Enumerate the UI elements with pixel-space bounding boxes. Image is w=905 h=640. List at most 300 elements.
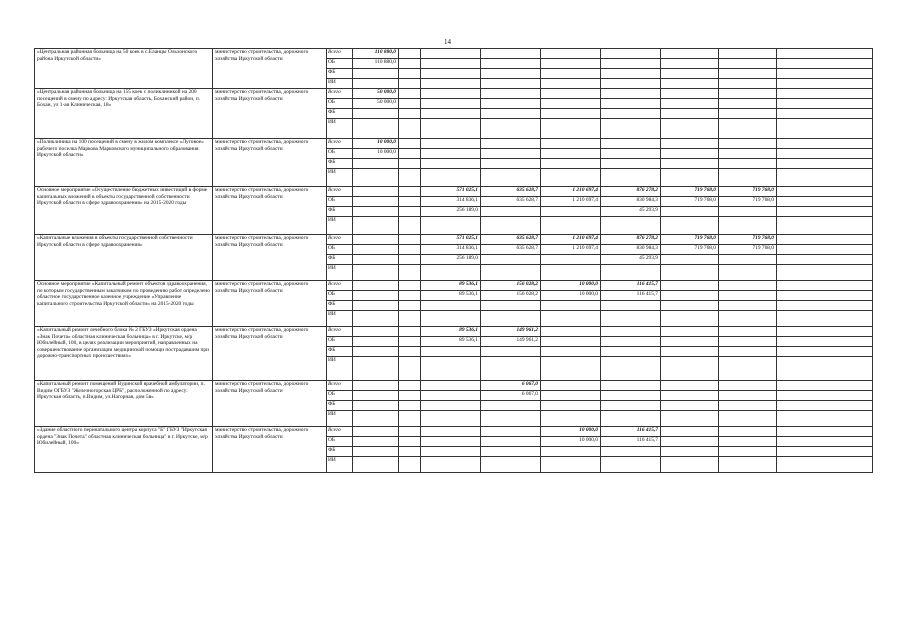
value-cell — [541, 49, 601, 59]
value-cell: 10 000,0 — [541, 291, 601, 301]
value-cell — [601, 159, 661, 169]
value-cell — [541, 79, 601, 89]
value-cell — [601, 357, 661, 381]
value-cell: 10 000,0 — [541, 437, 601, 447]
value-cell — [777, 69, 873, 79]
table-row — [35, 235, 873, 245]
value-cell — [601, 169, 661, 187]
value-cell: 45 293,9 — [601, 207, 661, 217]
value-cell — [353, 197, 399, 207]
funding-source: ОБ — [327, 437, 353, 447]
value-cell: 10 000,0 — [353, 139, 399, 149]
value-cell — [541, 255, 601, 265]
value-cell: 50 000,0 — [353, 89, 399, 99]
value-cell — [601, 301, 661, 311]
value-cell — [421, 401, 481, 411]
value-cell — [353, 391, 399, 401]
value-cell — [541, 327, 601, 337]
value-cell — [719, 327, 777, 337]
activity-name: Основное мероприятие «Капитальный ремонт объектов здравоохранения, по которым государственным заказчиком по проведению работ определено областное государственное казенное учреждение «Управление капитального строительства Иркутской области» на 2015-2020 годы — [35, 281, 213, 327]
value-cell — [421, 301, 481, 311]
activity-name: «Центральная районная больница на 155 коек с поликлиникой на 200 посещений в смену по адресу: Иркутская область, Боханский район, п. Бохан, ул 1-ая Клиническая, 18» — [35, 89, 213, 139]
value-cell — [481, 207, 541, 217]
value-cell — [353, 327, 399, 337]
spacer-cell — [399, 119, 421, 139]
value-cell — [777, 159, 873, 169]
value-cell — [661, 337, 719, 347]
program-table-body — [35, 49, 873, 473]
value-cell: 116 415,7 — [601, 291, 661, 301]
value-cell — [719, 69, 777, 79]
value-cell — [661, 281, 719, 291]
value-cell — [661, 217, 719, 235]
spacer-cell — [399, 457, 421, 473]
executor: министерство строительства, дорожного хозяйства Иркутской области — [213, 427, 327, 473]
funding-source: ИИ — [327, 457, 353, 473]
value-cell — [421, 139, 481, 149]
value-cell — [541, 265, 601, 281]
value-cell — [601, 337, 661, 347]
funding-source: Всего — [327, 381, 353, 391]
value-cell — [661, 149, 719, 159]
activity-name: «Поликлиника на 100 посещений в смену в жилом комплексе «Луговое» рабочего поселка Маркова Марковского муниципального образования Иркутской области» — [35, 139, 213, 187]
value-cell — [777, 337, 873, 347]
program-table — [34, 48, 873, 473]
value-cell — [661, 139, 719, 149]
value-cell — [421, 427, 481, 437]
value-cell — [481, 401, 541, 411]
table-row — [35, 139, 873, 149]
value-cell — [353, 235, 399, 245]
value-cell — [353, 159, 399, 169]
value-cell — [661, 401, 719, 411]
value-cell: 6 067,0 — [481, 381, 541, 391]
value-cell — [661, 447, 719, 457]
value-cell: 719 768,0 — [719, 187, 777, 197]
value-cell — [719, 139, 777, 149]
value-cell — [481, 159, 541, 169]
spacer-cell — [399, 427, 421, 437]
funding-source: Всего — [327, 327, 353, 337]
value-cell — [541, 411, 601, 427]
value-cell: 635 628,7 — [481, 187, 541, 197]
value-cell — [661, 159, 719, 169]
value-cell — [719, 411, 777, 427]
value-cell — [421, 59, 481, 69]
value-cell — [353, 109, 399, 119]
spacer-cell — [399, 391, 421, 401]
value-cell — [719, 381, 777, 391]
value-cell — [777, 327, 873, 337]
value-cell — [421, 311, 481, 327]
value-cell: 116 415,7 — [601, 437, 661, 447]
spacer-cell — [399, 69, 421, 79]
spacer-cell — [399, 265, 421, 281]
value-cell — [541, 447, 601, 457]
value-cell — [719, 59, 777, 69]
value-cell: 116 415,7 — [601, 281, 661, 291]
value-cell: 10 000,0 — [541, 427, 601, 437]
spacer-cell — [399, 159, 421, 169]
executor: министерство строительства, дорожного хозяйства Иркутской области — [213, 381, 327, 427]
value-cell — [777, 457, 873, 473]
value-cell — [601, 391, 661, 401]
value-cell — [719, 217, 777, 235]
value-cell — [661, 109, 719, 119]
value-cell: 89 536,1 — [421, 337, 481, 347]
value-cell — [601, 457, 661, 473]
value-cell: 571 025,1 — [421, 235, 481, 245]
value-cell — [777, 217, 873, 235]
table-row — [35, 49, 873, 59]
value-cell — [777, 357, 873, 381]
spacer-cell — [399, 447, 421, 457]
value-cell: 876 278,2 — [601, 235, 661, 245]
value-cell — [661, 99, 719, 109]
value-cell — [541, 401, 601, 411]
value-cell — [719, 457, 777, 473]
value-cell — [719, 79, 777, 89]
value-cell — [541, 391, 601, 401]
funding-source: ФБ — [327, 401, 353, 411]
value-cell: 635 628,7 — [481, 245, 541, 255]
funding-source: Всего — [327, 427, 353, 437]
value-cell — [481, 411, 541, 427]
value-cell — [719, 437, 777, 447]
funding-source: ОБ — [327, 337, 353, 347]
value-cell — [719, 255, 777, 265]
value-cell: 876 278,2 — [601, 187, 661, 197]
value-cell — [719, 169, 777, 187]
value-cell — [777, 89, 873, 99]
value-cell — [719, 109, 777, 119]
funding-source: ИИ — [327, 217, 353, 235]
value-cell — [777, 281, 873, 291]
value-cell — [481, 255, 541, 265]
value-cell — [481, 119, 541, 139]
spacer-cell — [399, 401, 421, 411]
value-cell — [481, 109, 541, 119]
value-cell — [661, 69, 719, 79]
value-cell — [421, 217, 481, 235]
value-cell — [541, 311, 601, 327]
funding-source: ОБ — [327, 99, 353, 109]
value-cell — [481, 99, 541, 109]
value-cell — [421, 457, 481, 473]
value-cell — [481, 169, 541, 187]
value-cell — [353, 255, 399, 265]
spacer-cell — [399, 357, 421, 381]
value-cell — [777, 187, 873, 197]
value-cell — [661, 391, 719, 401]
value-cell: 89 536,1 — [421, 291, 481, 301]
value-cell: 314 836,1 — [421, 197, 481, 207]
value-cell — [481, 311, 541, 327]
value-cell: 635 628,7 — [481, 197, 541, 207]
spacer-cell — [399, 169, 421, 187]
value-cell — [719, 119, 777, 139]
value-cell: 10 000,0 — [353, 149, 399, 159]
executor: министерство строительства, дорожного хозяйства Иркутской области — [213, 281, 327, 327]
spacer-cell — [399, 109, 421, 119]
value-cell — [777, 255, 873, 265]
executor: министерство строительства, дорожного хозяйства Иркутской области — [213, 49, 327, 89]
value-cell: 156 028,2 — [481, 291, 541, 301]
value-cell — [719, 347, 777, 357]
funding-source: Всего — [327, 235, 353, 245]
value-cell: 116 415,7 — [601, 427, 661, 437]
value-cell — [777, 207, 873, 217]
value-cell — [421, 149, 481, 159]
value-cell — [601, 411, 661, 427]
value-cell — [421, 79, 481, 89]
value-cell — [541, 357, 601, 381]
value-cell — [661, 291, 719, 301]
value-cell — [601, 265, 661, 281]
value-cell — [421, 89, 481, 99]
value-cell — [541, 149, 601, 159]
value-cell: 149 961,2 — [481, 337, 541, 347]
activity-name: «Здание областного перинатального центра корпуса "Б" ГБУЗ "Иркутская ордена "Знак Почета" областная клиническая больница" в г. Иркутске, м/р Юбилейный, 100» — [35, 427, 213, 473]
spacer-cell — [399, 139, 421, 149]
value-cell — [777, 99, 873, 109]
value-cell — [421, 99, 481, 109]
activity-name: Основное мероприятие «Осуществление бюджетных инвестиций в форме капитальных вложений в объекты государственной собственности Иркутской области в сфере здравоохранения» на 2015-2020 годы — [35, 187, 213, 235]
value-cell — [541, 381, 601, 391]
value-cell — [777, 197, 873, 207]
funding-source: ФБ — [327, 159, 353, 169]
value-cell — [541, 457, 601, 473]
spacer-cell — [399, 347, 421, 357]
spacer-cell — [399, 197, 421, 207]
value-cell — [541, 159, 601, 169]
value-cell: 719 768,0 — [719, 245, 777, 255]
value-cell — [777, 427, 873, 437]
funding-source: ФБ — [327, 347, 353, 357]
table-row — [35, 281, 873, 291]
table-row — [35, 381, 873, 391]
value-cell — [777, 311, 873, 327]
value-cell: 1 210 697,4 — [541, 235, 601, 245]
funding-source: ФБ — [327, 207, 353, 217]
value-cell — [541, 337, 601, 347]
value-cell — [353, 265, 399, 281]
value-cell — [353, 79, 399, 89]
value-cell: 314 836,1 — [421, 245, 481, 255]
value-cell — [541, 301, 601, 311]
value-cell — [353, 401, 399, 411]
value-cell — [541, 99, 601, 109]
table-row — [35, 187, 873, 197]
value-cell: 156 028,2 — [481, 281, 541, 291]
value-cell: 1 210 697,4 — [541, 197, 601, 207]
value-cell — [661, 357, 719, 381]
value-cell — [719, 149, 777, 159]
spacer-cell — [399, 411, 421, 427]
value-cell — [661, 427, 719, 437]
funding-source: ФБ — [327, 109, 353, 119]
table-row — [35, 89, 873, 99]
value-cell — [601, 139, 661, 149]
value-cell: 45 293,9 — [601, 255, 661, 265]
value-cell — [353, 337, 399, 347]
spacer-cell — [399, 291, 421, 301]
value-cell — [777, 59, 873, 69]
value-cell — [777, 119, 873, 139]
value-cell: 110 880,0 — [353, 49, 399, 59]
value-cell — [353, 207, 399, 217]
value-cell — [353, 411, 399, 427]
value-cell: 256 189,0 — [421, 255, 481, 265]
value-cell — [481, 437, 541, 447]
value-cell — [777, 301, 873, 311]
value-cell — [481, 457, 541, 473]
value-cell — [421, 447, 481, 457]
value-cell — [777, 411, 873, 427]
value-cell — [421, 357, 481, 381]
value-cell — [541, 139, 601, 149]
value-cell — [541, 347, 601, 357]
value-cell — [353, 347, 399, 357]
funding-source: ФБ — [327, 69, 353, 79]
value-cell — [481, 89, 541, 99]
value-cell — [719, 159, 777, 169]
value-cell — [353, 357, 399, 381]
value-cell — [661, 411, 719, 427]
executor: министерство строительства, дорожного хозяйства Иркутской области — [213, 187, 327, 235]
value-cell — [481, 69, 541, 79]
value-cell — [481, 427, 541, 437]
value-cell — [719, 427, 777, 437]
value-cell: 1 210 697,4 — [541, 245, 601, 255]
value-cell — [661, 301, 719, 311]
spacer-cell — [399, 337, 421, 347]
value-cell: 719 768,0 — [661, 187, 719, 197]
value-cell: 149 961,2 — [481, 327, 541, 337]
value-cell — [353, 301, 399, 311]
value-cell — [777, 169, 873, 187]
value-cell — [661, 255, 719, 265]
funding-source: ОБ — [327, 197, 353, 207]
value-cell: 89 536,1 — [421, 281, 481, 291]
value-cell: 1 210 697,4 — [541, 187, 601, 197]
value-cell — [601, 69, 661, 79]
value-cell — [601, 59, 661, 69]
value-cell — [777, 291, 873, 301]
value-cell — [777, 235, 873, 245]
funding-source: ОБ — [327, 59, 353, 69]
value-cell — [719, 281, 777, 291]
value-cell — [661, 311, 719, 327]
value-cell — [421, 69, 481, 79]
value-cell: 719 768,0 — [719, 235, 777, 245]
value-cell: 110 880,0 — [353, 59, 399, 69]
funding-source: Всего — [327, 49, 353, 59]
value-cell — [661, 347, 719, 357]
value-cell — [353, 437, 399, 447]
value-cell — [661, 89, 719, 99]
value-cell — [421, 169, 481, 187]
value-cell — [353, 281, 399, 291]
value-cell: 571 025,1 — [421, 187, 481, 197]
value-cell — [541, 207, 601, 217]
value-cell — [661, 437, 719, 447]
funding-source: ИИ — [327, 311, 353, 327]
value-cell — [353, 291, 399, 301]
value-cell — [661, 381, 719, 391]
funding-source: ИИ — [327, 411, 353, 427]
value-cell — [777, 265, 873, 281]
spacer-cell — [399, 89, 421, 99]
funding-source: ФБ — [327, 301, 353, 311]
value-cell — [719, 447, 777, 457]
spacer-cell — [399, 281, 421, 291]
value-cell — [777, 401, 873, 411]
spacer-cell — [399, 311, 421, 327]
spacer-cell — [399, 79, 421, 89]
value-cell — [601, 217, 661, 235]
value-cell — [481, 357, 541, 381]
table-row — [35, 427, 873, 437]
funding-source: Всего — [327, 139, 353, 149]
value-cell — [601, 99, 661, 109]
funding-source: ФБ — [327, 447, 353, 457]
program-table-container — [34, 48, 872, 473]
funding-source: Всего — [327, 187, 353, 197]
value-cell — [481, 265, 541, 281]
value-cell — [777, 245, 873, 255]
spacer-cell — [399, 187, 421, 197]
value-cell: 830 984,3 — [601, 245, 661, 255]
value-cell — [353, 427, 399, 437]
spacer-cell — [399, 149, 421, 159]
value-cell: 719 768,0 — [719, 197, 777, 207]
value-cell — [421, 49, 481, 59]
value-cell — [777, 149, 873, 159]
activity-name: «Капитальный ремонт помещений Вудинской врачебной амбулатории, п. Видим ОГБУЗ "Железногорская ЦРБ", расположенной по адресу: Иркутская область, п.Видим, ул.Нагорная, дом 5в» — [35, 381, 213, 427]
activity-name: «Капитальный ремонт лечебного блока № 2 ГБУЗ «Иркутская ордена «Знак Почета» областная клиническая больница» в г. Иркутске, м/р Юбилейный, 100, в целях реализации мероприятий, направленных на совершенствование организации медицинской помощи пострадавшим при дорожно-транспортных происшествиях» — [35, 327, 213, 381]
value-cell — [601, 347, 661, 357]
spacer-cell — [399, 235, 421, 245]
value-cell: 635 628,7 — [481, 235, 541, 245]
value-cell — [601, 381, 661, 391]
value-cell — [481, 139, 541, 149]
funding-source: ОБ — [327, 245, 353, 255]
spacer-cell — [399, 255, 421, 265]
funding-source: ФБ — [327, 255, 353, 265]
spacer-cell — [399, 245, 421, 255]
value-cell — [353, 69, 399, 79]
value-cell — [421, 265, 481, 281]
value-cell — [541, 109, 601, 119]
value-cell — [421, 381, 481, 391]
value-cell — [353, 119, 399, 139]
value-cell — [481, 59, 541, 69]
spacer-cell — [399, 327, 421, 337]
value-cell — [661, 49, 719, 59]
table-row — [35, 327, 873, 337]
value-cell — [541, 119, 601, 139]
value-cell — [777, 381, 873, 391]
spacer-cell — [399, 59, 421, 69]
value-cell — [777, 109, 873, 119]
spacer-cell — [399, 207, 421, 217]
value-cell — [601, 327, 661, 337]
funding-source: ОБ — [327, 291, 353, 301]
value-cell — [777, 437, 873, 447]
value-cell — [719, 301, 777, 311]
value-cell — [719, 207, 777, 217]
